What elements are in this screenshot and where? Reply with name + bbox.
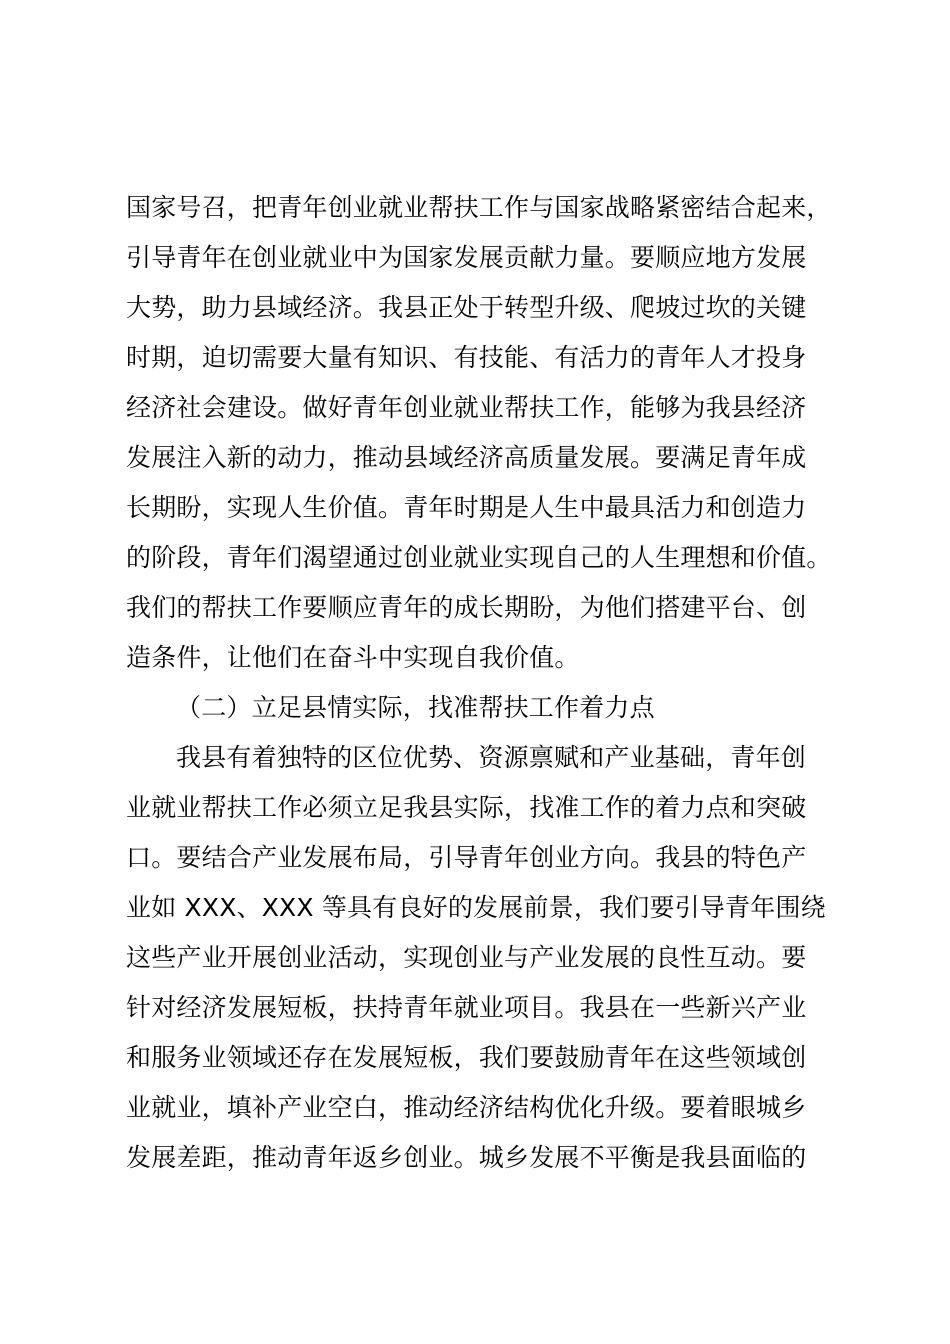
paragraph-line: 业就业帮扶工作必须立足我县实际，找准工作的着力点和突破 xyxy=(126,793,807,822)
paragraph-line: 发展差距，推动青年返乡创业。城乡发展不平衡是我县面临的 xyxy=(126,1143,807,1172)
paragraph-line: 长期盼，实现人生价值。青年时期是人生中最具活力和创造力 xyxy=(126,493,807,522)
paragraph-line: 造条件，让他们在奋斗中实现自我价值。 xyxy=(126,643,580,672)
paragraph-line: 和服务业领域还存在发展短板，我们要鼓励青年在这些领域创 xyxy=(126,1043,807,1072)
paragraph-line: 业就业，填补产业空白，推动经济结构优化升级。要着眼城乡 xyxy=(126,1093,807,1122)
paragraph-line: 我县有着独特的区位优势、资源禀赋和产业基础，青年创 xyxy=(176,743,807,772)
paragraph-line: 业如 XXX、XXX 等具有良好的发展前景，我们要引导青年围绕 xyxy=(126,893,826,922)
paragraph-line: 时期，迫切需要大量有知识、有技能、有活力的青年人才投身 xyxy=(126,343,807,372)
paragraph-line: 发展注入新的动力，推动县域经济高质量发展。要满足青年成 xyxy=(126,443,807,472)
paragraph-line: 大势，助力县域经济。我县正处于转型升级、爬坡过坎的关键 xyxy=(126,293,807,322)
paragraph-line: 的阶段，青年们渴望通过创业就业实现自己的人生理想和价值。 xyxy=(126,543,832,572)
paragraph-line: 口。要结合产业发展布局，引导青年创业方向。我县的特色产 xyxy=(126,843,807,872)
paragraph-line: 国家号召，把青年创业就业帮扶工作与国家战略紧密结合起来， xyxy=(126,193,832,222)
body-text xyxy=(126,183,838,1183)
paragraph-line: 经济社会建设。做好青年创业就业帮扶工作，能够为我县经济 xyxy=(126,393,807,422)
paragraph-line: 这些产业开展创业活动，实现创业与产业发展的良性互动。要 xyxy=(126,943,807,972)
paragraph-line: 我们的帮扶工作要顺应青年的成长期盼，为他们搭建平台、创 xyxy=(126,593,807,622)
section-heading: （二）立足县情实际，找准帮扶工作着力点 xyxy=(176,693,655,722)
paragraph-line: 针对经济发展短板，扶持青年就业项目。我县在一些新兴产业 xyxy=(126,993,807,1022)
paragraph-line: 引导青年在创业就业中为国家发展贡献力量。要顺应地方发展 xyxy=(126,243,807,272)
